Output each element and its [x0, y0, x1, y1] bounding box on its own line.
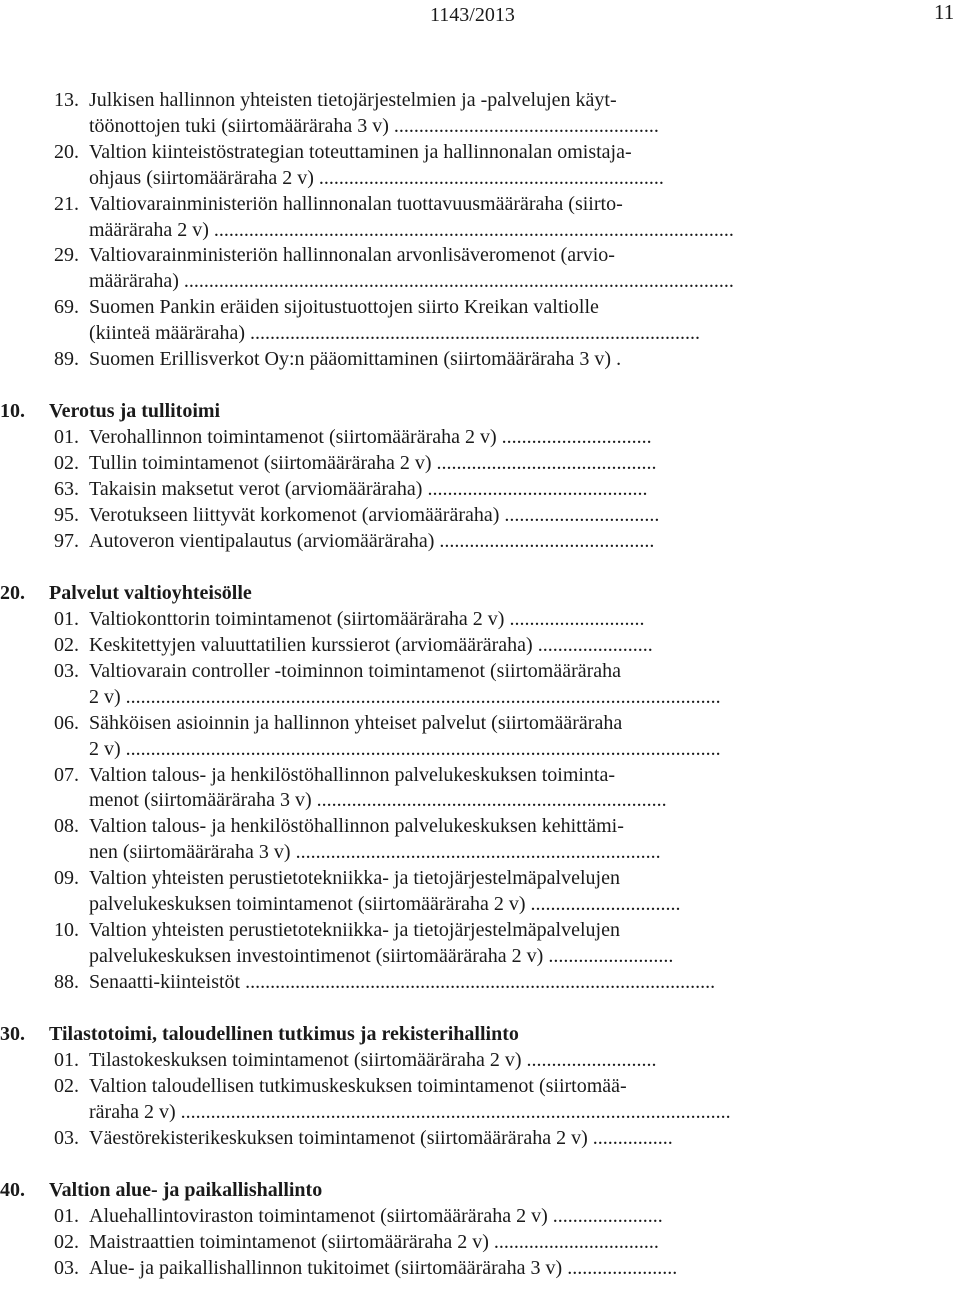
item-number: 02.: [54, 1075, 79, 1097]
item-title: Sähköisen asioinnin ja hallinnon yhteiset palvelut (siirtomääräraha: [89, 712, 623, 734]
item-title: Valtiovarain controller -toiminnon toimintamenot (siirtomääräraha: [89, 660, 622, 682]
item-title: Valtion yhteisten perustietotekniikka- ja tietojärjestelmäpalvelujen: [89, 867, 620, 889]
item-number: 02.: [54, 634, 79, 656]
item-title: Maistraattien toimintamenot (siirtomääräraha 2 v) .................................: [89, 1231, 659, 1253]
item-title: Valtiokonttorin toimintamenot (siirtomääräraha 2 v) ...........................: [89, 608, 645, 630]
item-title: palvelukeskuksen investointimenot (siirtomääräraha 2 v) .........................: [89, 945, 674, 967]
item-number: 01.: [54, 1049, 79, 1071]
item-title: Verohallinnon toimintamenot (siirtomääräraha 2 v) ..............................: [89, 426, 652, 448]
item-title: määräraha) ..............................................................................................................: [89, 270, 734, 292]
item-number: 89.: [54, 348, 79, 370]
section-number: 10.: [0, 400, 25, 422]
item-title: Tullin toimintamenot (siirtomääräraha 2 v) ............................................: [89, 452, 657, 474]
item-title: töönottojen tuki (siirtomääräraha 3 v) .....................................................: [89, 115, 659, 137]
section-title: Tilastotoimi, taloudellinen tutkimus ja rekisterihallinto: [49, 1023, 519, 1045]
item-title: Julkisen hallinnon yhteisten tietojärjestelmien ja -palvelujen käyt-: [89, 89, 617, 111]
item-title: Valtion yhteisten perustietotekniikka- ja tietojärjestelmäpalvelujen: [89, 919, 620, 941]
item-title: Valtion talous- ja henkilöstöhallinnon palvelukeskuksen toiminta-: [89, 764, 616, 786]
item-number: 09.: [54, 867, 79, 889]
item-number: 03.: [54, 660, 79, 682]
item-title: Suomen Pankin eräiden sijoitustuottojen siirto Kreikan valtiolle: [89, 296, 599, 318]
item-title: Senaatti-kiinteistöt ..............................................................................................: [89, 971, 716, 993]
item-number: 01.: [54, 1205, 79, 1227]
item-title: 2 v) .......................................................................................................................: [89, 738, 721, 760]
item-number: 01.: [54, 426, 79, 448]
section-title: Valtion alue- ja paikallishallinto: [49, 1179, 323, 1201]
item-number: 08.: [54, 815, 79, 837]
item-title: Verotukseen liittyvät korkomenot (arviomääräraha) ...............................: [89, 504, 660, 526]
item-number: 63.: [54, 478, 79, 500]
item-title: Takaisin maksetut verot (arviomääräraha) ............................................: [89, 478, 648, 500]
item-title: (kiinteä määräraha) ..........................................................................................: [89, 322, 701, 344]
item-title: nen (siirtomääräraha 3 v) .........................................................................: [89, 841, 661, 863]
item-title: Alue- ja paikallishallinnon tukitoimet (siirtomääräraha 3 v) ......................: [89, 1257, 678, 1279]
item-number: 10.: [54, 919, 79, 941]
item-number: 03.: [54, 1257, 79, 1279]
item-title: Suomen Erillisverkot Oy:n pääomittaminen (siirtomääräraha 3 v) .: [89, 348, 622, 370]
item-number: 07.: [54, 764, 79, 786]
item-title: Valtion kiinteistöstrategian toteuttaminen ja hallinnonalan omistaja-: [89, 141, 632, 163]
document-number: 1143/2013: [430, 4, 515, 26]
section-number: 30.: [0, 1023, 25, 1045]
item-number: 88.: [54, 971, 79, 993]
item-title: räraha 2 v) ..............................................................................................................: [89, 1101, 731, 1123]
item-number: 01.: [54, 608, 79, 630]
item-title: menot (siirtomääräraha 3 v) ......................................................................: [89, 789, 667, 811]
item-title: Valtiovarainministeriön hallinnonalan tuottavuusmääräraha (siirto-: [89, 193, 623, 215]
item-number: 29.: [54, 244, 79, 266]
item-number: 97.: [54, 530, 79, 552]
item-number: 13.: [54, 89, 79, 111]
item-number: 02.: [54, 1231, 79, 1253]
item-title: Väestörekisterikeskuksen toimintamenot (siirtomääräraha 2 v) ................: [89, 1127, 673, 1149]
item-title: Tilastokeskuksen toimintamenot (siirtomääräraha 2 v) ..........................: [89, 1049, 657, 1071]
item-number: 21.: [54, 193, 79, 215]
item-title: Keskitettyjen valuuttatilien kurssierot (arviomääräraha) .......................: [89, 634, 653, 656]
item-title: Autoveron vientipalautus (arviomääräraha) ...........................................: [89, 530, 655, 552]
item-title: Valtion talous- ja henkilöstöhallinnon palvelukeskuksen kehittämi-: [89, 815, 624, 837]
item-title: määräraha 2 v) ........................................................................................................: [89, 219, 734, 241]
section-number: 20.: [0, 582, 25, 604]
item-number: 02.: [54, 452, 79, 474]
item-title: Valtiovarainministeriön hallinnonalan arvonlisäveromenot (arvio-: [89, 244, 615, 266]
item-title: Aluehallintoviraston toimintamenot (siirtomääräraha 2 v) ......................: [89, 1205, 663, 1227]
section-title: Palvelut valtioyhteisölle: [49, 582, 252, 604]
item-number: 69.: [54, 296, 79, 318]
item-number: 03.: [54, 1127, 79, 1149]
item-number: 20.: [54, 141, 79, 163]
item-title: palvelukeskuksen toimintamenot (siirtomääräraha 2 v) ..............................: [89, 893, 681, 915]
section-title: Verotus ja tullitoimi: [49, 400, 221, 422]
item-title: Valtion taloudellisen tutkimuskeskuksen toimintamenot (siirtomää-: [89, 1075, 627, 1097]
item-number: 06.: [54, 712, 79, 734]
item-title: 2 v) .......................................................................................................................: [89, 686, 721, 708]
section-number: 40.: [0, 1179, 25, 1201]
item-number: 95.: [54, 504, 79, 526]
item-title: ohjaus (siirtomääräraha 2 v) .....................................................................: [89, 167, 664, 189]
page-number: 11: [934, 0, 955, 24]
